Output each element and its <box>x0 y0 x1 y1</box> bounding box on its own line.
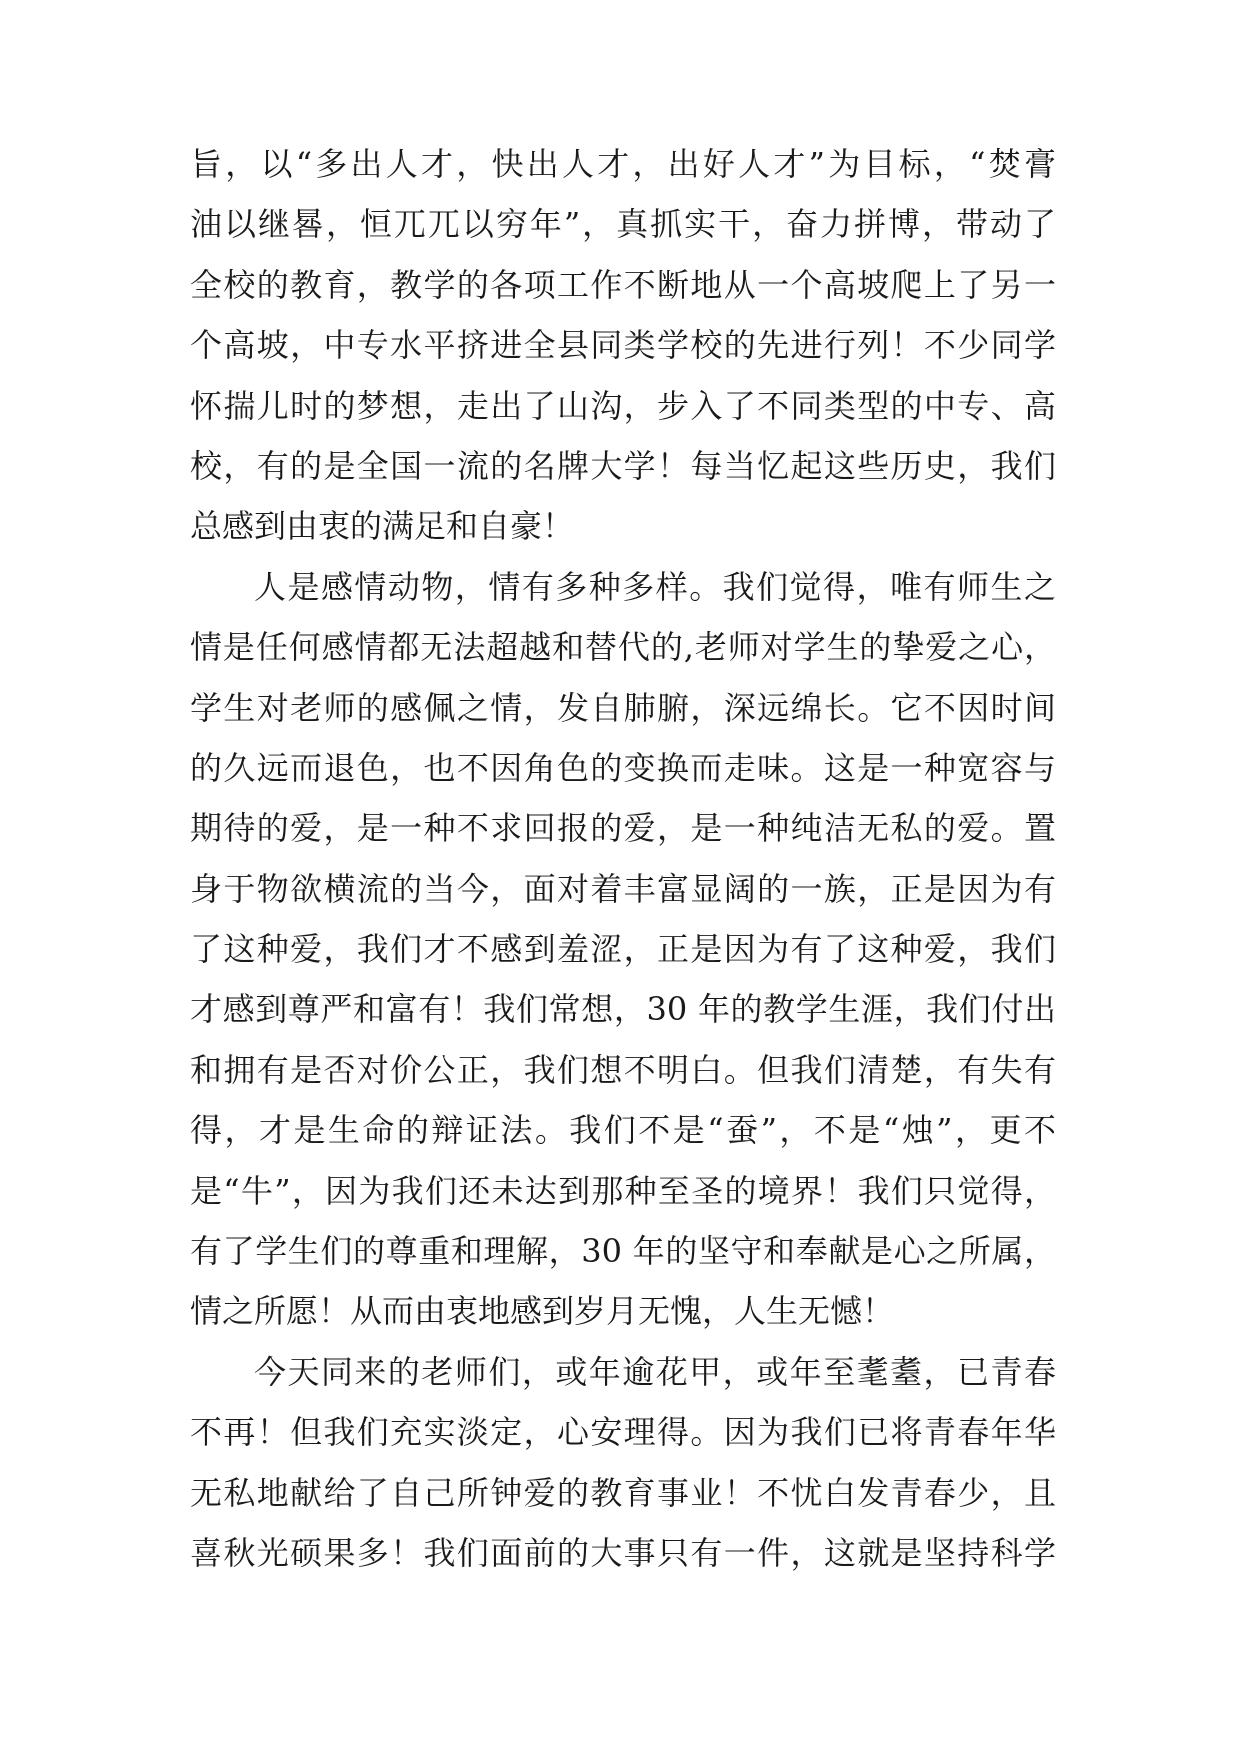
paragraph-2 <box>190 557 1056 1342</box>
text-line: 了这种爱，我们才不感到羞涩，正是因为有了这种爱，我们 <box>190 930 1056 969</box>
text-line: 和拥有是否对价公正，我们想不明白。但我们清楚，有失有 <box>190 1050 1056 1089</box>
text-line: 有了学生们的尊重和理解，30 年的坚守和奉献是心之所属， <box>190 1232 1056 1271</box>
text-line: 人是感情动物，情有多种多样。我们觉得，唯有师生之 <box>254 567 1056 606</box>
text-line: 旨，以“多出人才，快出人才，出好人才”为目标，“焚膏 <box>190 145 1056 183</box>
text-line: 个高坡，中专水平挤进全县同类学校的先进行列！不少同学 <box>190 326 1056 365</box>
text-line: 怀揣儿时的梦想，走出了山沟，步入了不同类型的中专、高 <box>190 386 1056 425</box>
text-line: 全校的教育，教学的各项工作不断地从一个高坡爬上了另一 <box>190 265 1056 304</box>
text-line: 校，有的是全国一流的名牌大学！每当忆起这些历史，我们 <box>190 446 1056 485</box>
text-line: 不再！但我们充实淡定，心安理得。因为我们已将青春年华 <box>190 1413 1056 1452</box>
text-line: 是“牛”，因为我们还未达到那种至圣的境界！我们只觉得， <box>190 1171 1056 1210</box>
text-line: 喜秋光硕果多！我们面前的大事只有一件，这就是坚持科学 <box>190 1533 1056 1572</box>
text-line: 总感到由衷的满足和自豪！ <box>190 507 575 546</box>
text-line: 情是任何感情都无法超越和替代的,老师对学生的挚爱之心， <box>190 628 1056 667</box>
text-line: 无私地献给了自己所钟爱的教育事业！不忧白发青春少，且 <box>190 1473 1056 1512</box>
text-line: 身于物欲横流的当今，面对着丰富显阔的一族，正是因为有 <box>190 869 1056 908</box>
text-line: 的久远而退色，也不因角色的变换而走味。这是一种宽容与 <box>190 748 1056 787</box>
text-line: 得，才是生命的辩证法。我们不是“蚕”，不是“烛”，更不 <box>190 1111 1056 1150</box>
text-line: 油以继晷，恒兀兀以穷年”，真抓实干，奋力拼博，带动了 <box>190 205 1056 244</box>
text-line: 期待的爱，是一种不求回报的爱，是一种纯洁无私的爱。置 <box>190 809 1056 848</box>
paragraph-3 <box>190 1342 1056 1584</box>
text-line: 今天同来的老师们，或年逾花甲，或年至耄耋，已青春 <box>254 1352 1056 1391</box>
text-line: 情之所愿！从而由衷地感到岁月无愧，人生无憾！ <box>190 1292 895 1331</box>
text-line: 才感到尊严和富有！我们常想，30 年的教学生涯，我们付出 <box>190 990 1056 1029</box>
paragraph-1 <box>190 134 1056 557</box>
document-page <box>190 134 1056 1583</box>
text-line: 学生对老师的感佩之情，发自肺腑，深远绵长。它不因时间 <box>190 688 1056 727</box>
